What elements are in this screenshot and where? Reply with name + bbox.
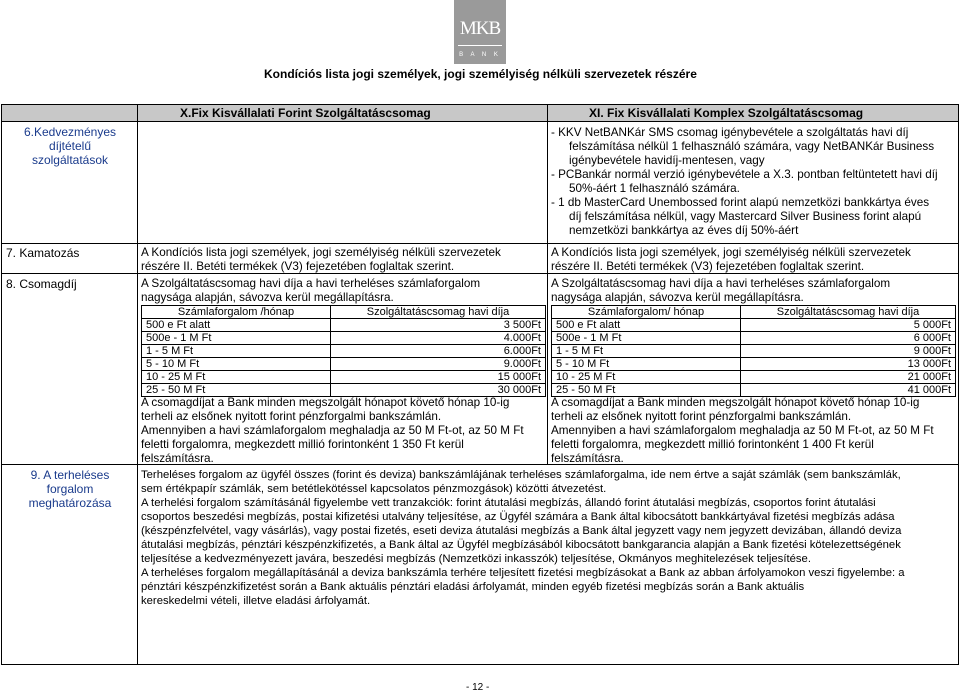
table-cell: 30 000Ft	[331, 384, 546, 397]
label-line: díjtételű	[48, 139, 92, 153]
table-cell: 10 - 25 M Ft	[552, 371, 741, 384]
table-cell: 9.000Ft	[331, 358, 546, 371]
rule	[1, 664, 959, 665]
text-line: felszámításra.	[141, 452, 214, 465]
column-header-komplex: XI. Fix Kisvállalati Komplex Szolgáltatáscsomag	[589, 106, 864, 120]
section-8-notes-col1	[141, 396, 545, 466]
benefit-line: nemzetközi bankkártya az éves díj 50%-áért	[569, 224, 799, 237]
benefit-line: felszámítása nélkül 1 felhasználó számára, vagy NetBANKár Business	[569, 140, 935, 153]
mkb-bank-logo	[454, 0, 506, 64]
text-line: terheli az elsőnek nyitott forint pénzforgalmi bankszámlán.	[551, 410, 852, 423]
table-row	[142, 332, 546, 345]
logo-mark: MKB	[459, 18, 501, 39]
text-line: kereskedelmi vételi, illetve eladási árfolyamát.	[141, 595, 371, 607]
text-line: A terheléses forgalom megállapításánál a deviza bankszámla terhére teljesített fizetési megbízásokat a Bank az abban árfolyamokon veszi figyelembe: a	[141, 567, 905, 579]
rule	[1, 104, 2, 665]
text-line: feletti forgalomra, megkezdett millió forintonként 1 400 Ft kerül	[551, 438, 874, 451]
text-line: sem értékpapír számlák, sem betétlekötéssel kapcsolatos pénzmozgások) közötti átvezetést.	[141, 483, 607, 495]
text-line: felszámításra.	[551, 452, 624, 465]
table-cell: 6 000Ft	[741, 332, 956, 345]
table-cell: 6.000Ft	[331, 345, 546, 358]
rule	[1, 121, 959, 122]
table-header-cell: Számlaforgalom /hónap	[142, 306, 331, 319]
table-row	[142, 319, 546, 332]
table-cell: 10 - 25 M Ft	[142, 371, 331, 384]
benefit-line: igénybevétele havidíj-mentesen, vagy	[569, 154, 765, 167]
text-line: terheli az elsőnek nyitott forint pénzforgalmi bankszámlán.	[141, 410, 442, 423]
rule	[137, 104, 138, 665]
rule	[547, 104, 548, 465]
section-8-label: 8. Csomagdíj	[6, 277, 77, 291]
table-header-cell: Szolgáltatáscsomag havi díja	[331, 306, 546, 319]
table-row	[142, 345, 546, 358]
section-7-col1	[141, 246, 545, 274]
table-cell: 13 000Ft	[741, 358, 956, 371]
text-line: részére II. Betéti termékek (V3) fejezetében foglaltak szerint.	[141, 260, 455, 273]
table-header-row	[142, 306, 546, 319]
section-8-intro-col1	[141, 277, 545, 305]
table-cell: 15 000Ft	[331, 371, 546, 384]
label-line: 6.Kedvezményes	[23, 125, 117, 139]
rule	[1, 104, 959, 105]
text-line: átutalási megbízás, pénztári készpénzkifizetés, a Bank által az Ügyfél megbízásából kibocsátott bankgarancia alapján a Bank fizetési kötelezettségének	[141, 539, 901, 551]
table-cell: 3 500Ft	[331, 319, 546, 332]
text-line: A Kondíciós lista jogi személyek, jogi személyiség nélküli szervezetek	[551, 246, 911, 259]
section-9-text	[141, 468, 956, 608]
section-7-col2	[551, 246, 955, 274]
table-cell: 5 - 10 M Ft	[142, 358, 331, 371]
text-line: Amennyiben a havi számlaforgalom meghaladja az 50 M Ft-ot, az 50 M Ft	[551, 424, 934, 437]
rule	[1, 243, 959, 244]
table-cell: 500e - 1 M Ft	[552, 332, 741, 345]
text-line: nagysága alapján, sávozva kerül megállapításra.	[551, 291, 804, 304]
section-8-intro-col2	[551, 277, 955, 305]
text-line: A csomagdíjat a Bank minden megszolgált hónapot követő hónap 10-ig	[551, 396, 920, 409]
section-6-benefits	[551, 126, 955, 238]
text-line: feletti forgalomra, megkezdett millió forintonként 1 350 Ft kerül	[141, 438, 464, 451]
table-header-cell: Szolgáltatáscsomag havi díja	[741, 306, 956, 319]
table-cell: 1 - 5 M Ft	[552, 345, 741, 358]
table-row	[552, 319, 956, 332]
table-row	[552, 345, 956, 358]
logo-subtitle: B A N K	[459, 52, 501, 58]
table-cell: 500 e Ft alatt	[552, 319, 741, 332]
text-line: pénztári készpénzkifizetést során a Bank aktuális pénztári eladási árfolyamát, minden egyéb fizetési megbízás során a Bank aktuális	[141, 581, 805, 593]
fee-table-forint	[141, 305, 546, 397]
label-line: szolgáltatások	[31, 153, 109, 167]
table-header-cell: Számlaforgalom/ hónap	[552, 306, 741, 319]
section-6-label	[6, 125, 134, 167]
benefit-line: - 1 db MasterCard Unembossed forint alapú nemzetközi bankkártya éves	[551, 196, 930, 209]
table-cell: 5 000Ft	[741, 319, 956, 332]
label-line: 9. A terheléses	[30, 468, 110, 482]
table-cell: 5 - 10 M Ft	[552, 358, 741, 371]
table-row	[142, 384, 546, 397]
table-cell: 500 e Ft alatt	[142, 319, 331, 332]
text-line: csoportos beszedési megbízás, postai kifizetési utalvány teljesítése, az Ügyfél számára a Bank által kibocsátott bankkártyával fizetési megbízás adása	[141, 511, 895, 523]
table-cell: 25 - 50 M Ft	[552, 384, 741, 397]
text-line: A Szolgáltatáscsomag havi díja a havi terheléses számlaforgalom	[141, 277, 481, 290]
benefit-line: 50%-áért 1 felhasználó számára.	[569, 182, 740, 195]
table-cell: 500e - 1 M Ft	[142, 332, 331, 345]
text-line: nagysága alapján, sávozva kerül megállapításra.	[141, 291, 394, 304]
text-line: Amennyiben a havi számlaforgalom meghaladja az 50 M Ft-ot, az 50 M Ft	[141, 424, 524, 437]
benefit-line: díj felszámítása nélkül, vagy Mastercard Silver Business forint alapú	[569, 210, 922, 223]
table-row	[142, 371, 546, 384]
table-cell: 21 000Ft	[741, 371, 956, 384]
table-cell: 25 - 50 M Ft	[142, 384, 331, 397]
page-number: - 12 -	[466, 682, 490, 693]
label-line: forgalom	[46, 482, 94, 496]
text-line: A Kondíciós lista jogi személyek, jogi személyiség nélküli szervezetek	[141, 246, 501, 259]
benefit-line: - PCBankár normál verzió igénybevétele a X.3. pontban feltüntetett havi díj	[551, 168, 938, 181]
rule	[958, 104, 959, 665]
text-line: (készpénzfelvétel, vagy vásárlás), vagy postai fizetés, eseti deviza átutalási megbízás a Bank által jegyzett vagy nem jegyzett devizában, állandó deviza	[141, 525, 902, 537]
table-row	[552, 371, 956, 384]
label-line: meghatározása	[28, 496, 112, 510]
text-line: A csomagdíjat a Bank minden megszolgált hónapot követő hónap 10-ig	[141, 396, 510, 409]
text-line: teljesítése a kedvezményezett javára, beszedési megbízás (Nemzetközi inkasszók) teljesítése, Okmányos meghitelezések teljesítése.	[141, 553, 811, 565]
text-line: A Szolgáltatáscsomag havi díja a havi terheléses számlaforgalom	[551, 277, 891, 290]
fee-table-komplex	[551, 305, 956, 397]
section-7-label: 7. Kamatozás	[6, 246, 80, 260]
benefit-line: - KKV NetBANKár SMS csomag igénybevétele a szolgáltatás havi díj	[551, 126, 909, 139]
column-header-forint: X.Fix Kisvállalati Forint Szolgáltatáscsomag	[180, 106, 431, 120]
table-row	[552, 384, 956, 397]
table-cell: 1 - 5 M Ft	[142, 345, 331, 358]
table-header-row	[552, 306, 956, 319]
section-9-label	[6, 468, 134, 510]
table-row	[552, 332, 956, 345]
text-line: Terheléses forgalom az ügyfél összes (forint és deviza) bankszámlájának terheléses számlaforgalma, ide nem értve a saját számlák (sem bankszámlák,	[141, 469, 901, 481]
logo-divider	[458, 45, 502, 46]
page-title: Kondíciós lista jogi személyek, jogi személyiség nélküli szervezetek részére	[264, 67, 697, 81]
table-row	[552, 358, 956, 371]
table-cell: 41 000Ft	[741, 384, 956, 397]
table-cell: 9 000Ft	[741, 345, 956, 358]
table-row	[142, 358, 546, 371]
text-line: részére II. Betéti termékek (V3) fejezetében foglaltak szerint.	[551, 260, 865, 273]
table-cell: 4.000Ft	[331, 332, 546, 345]
section-8-notes-col2	[551, 396, 955, 466]
text-line: A terhelési forgalom számításánál figyelembe vett tranzakciók: forint átutalási megbízás, állandó forint átutalási megbízás, csoportos forint átutalási	[141, 497, 876, 509]
